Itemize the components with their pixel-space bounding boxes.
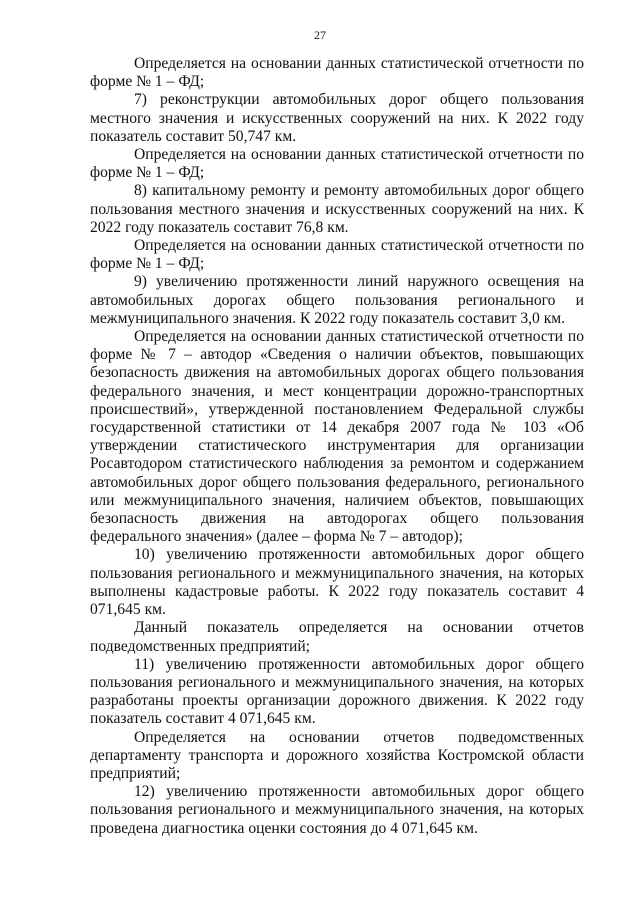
paragraph-method-5: Данный показатель определяется на основании отчетов подведомственных предприятий; (90, 619, 584, 655)
paragraph-item-9: 9) увеличению протяженности линий наружного освещения на автомобильных дорогах общего пользования регионального и межмуниципального значения. К 2022 году показатель составит 3,0 км. (90, 273, 584, 327)
paragraph-method-6: Определяется на основании отчетов подведомственных департаменту транспорта и дорожного хозяйства Костромской области предприятий; (90, 728, 584, 782)
paragraph-method-3: Определяется на основании данных статистической отчетности по форме № 1 – ФД; (90, 237, 584, 273)
page-number: 27 (314, 28, 326, 42)
paragraph-method-2: Определяется на основании данных статистической отчетности по форме № 1 – ФД; (90, 146, 584, 182)
paragraph-item-12: 12) увеличению протяженности автомобильных дорог общего пользования регионального и межмуниципального значения, на которых проведена диагностика оценки состояния до 4 071,645 км. (90, 783, 584, 837)
paragraph-item-11: 11) увеличению протяженности автомобильных дорог общего пользования регионального и межмуниципального значения, на которых разработаны проекты организации дорожного движения. К 2022 году показатель составит 4 071,645 км. (90, 655, 584, 728)
paragraph-method-1: Определяется на основании данных статистической отчетности по форме № 1 – ФД; (90, 55, 584, 91)
document-body (90, 55, 584, 838)
paragraph-item-7: 7) реконструкции автомобильных дорог общего пользования местного значения и искусственных сооружений на них. К 2022 году показатель составит 50,747 км. (90, 91, 584, 145)
paragraph-method-4: Определяется на основании данных статистической отчетности по форме № 7 – автодор «Сведения о наличии объектов, повышающих безопасность движения на автомобильных дорогах общего пользования федерального значения, и мест концентрации дорожно-транспортных происшествий», утвержденной постановлением Федеральной службы государственной статистики от 14 декабря 2007 года № 103 «Об утверждении статистического инструментария для организации Росавтодором статистического наблюдения за ремонтом и содержанием автомобильных дорог общего пользования федерального, регионального или межмуниципального значения, наличием объектов, повышающих безопасность движения на автодорогах общего пользования федерального значения» (далее – форма № 7 – автодор); (90, 328, 584, 546)
paragraph-item-8: 8) капитальному ремонту и ремонту автомобильных дорог общего пользования местного значения и искусственных сооружений на них. К 2022 году показатель составит 76,8 км. (90, 182, 584, 236)
paragraph-item-10: 10) увеличению протяженности автомобильных дорог общего пользования регионального и межмуниципального значения, на которых выполнены кадастровые работы. К 2022 году показатель составит 4 071,645 км. (90, 546, 584, 619)
